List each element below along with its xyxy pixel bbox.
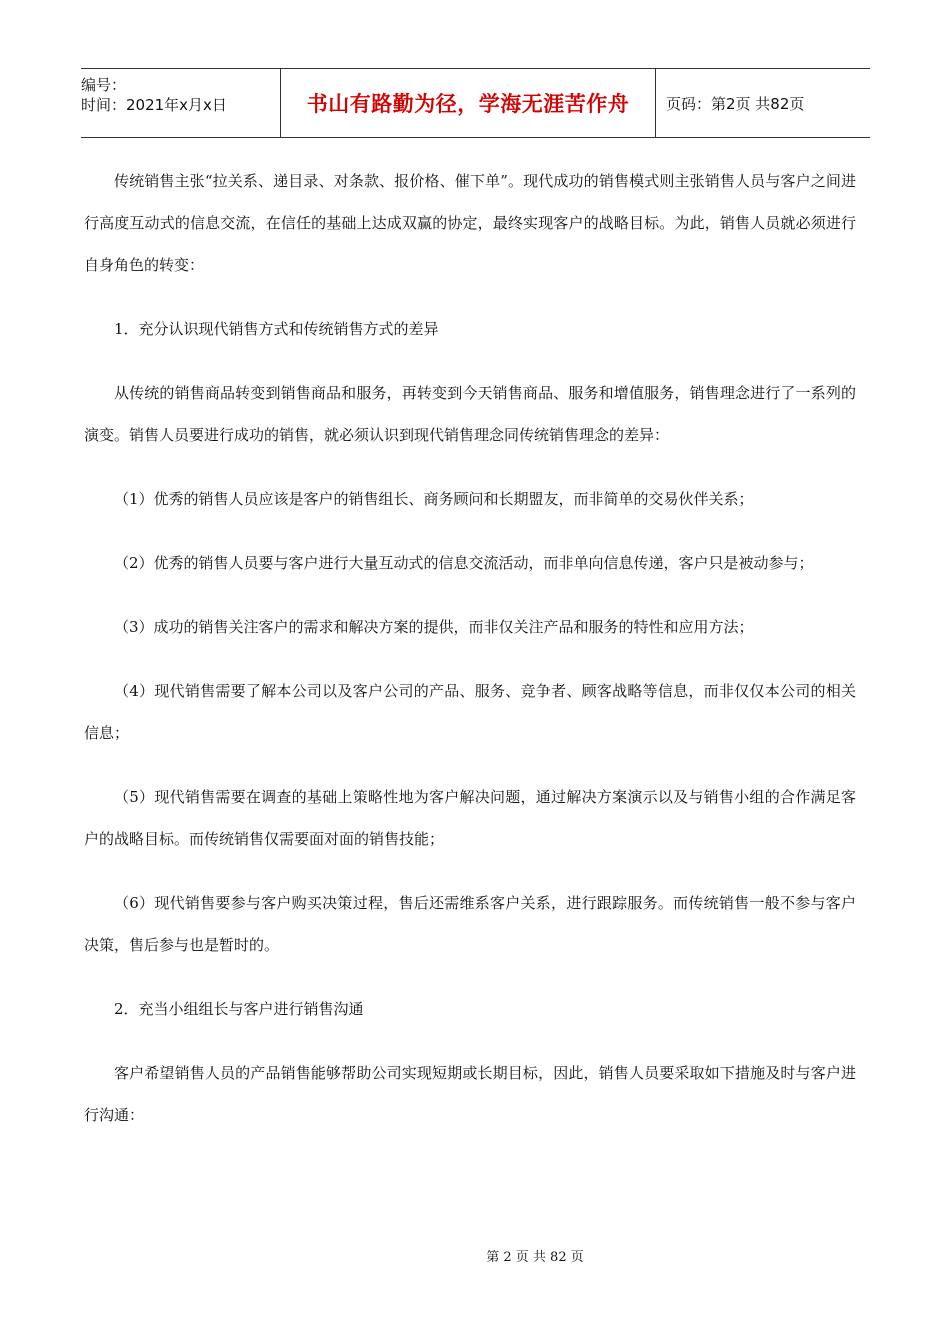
list-item-3: （3）成功的销售关注客户的需求和解决方案的提供，而非仅关注产品和服务的特性和应用方法； (114, 618, 754, 636)
header-page-info: 页码：第2页 共82页 (666, 94, 805, 113)
document-body (84, 160, 856, 1158)
page-header (81, 68, 870, 138)
list-item-1: （1）优秀的销售人员应该是客户的销售组长、商务顾问和长期盟友，而非简单的交易伙伴关系； (114, 490, 754, 508)
paragraph: 从传统的销售商品转变到销售商品和服务，再转变到今天销售商品、服务和增值服务，销售理念进行了一系列的演变。销售人员要进行成功的销售，就必须认识到现代销售理念同传统销售理念的差异： (84, 384, 856, 444)
section-heading-2: 2．充当小组组长与客户进行销售沟通 (114, 1000, 364, 1018)
paragraph: 客户希望销售人员的产品销售能够帮助公司实现短期或长期目标，因此，销售人员要采取如下措施及时与客户进行沟通： (84, 1064, 856, 1124)
section-heading-1: 1．充分认识现代销售方式和传统销售方式的差异 (114, 320, 439, 338)
paragraph-intro: 传统销售主张“拉关系、递目录、对条款、报价格、催下单”。现代成功的销售模式则主张销售人员与客户之间进行高度互动式的信息交流，在信任的基础上达成双赢的协定，最终实现客户的战略目标。为此，销售人员就必须进行自身角色的转变： (84, 172, 856, 274)
list-item-6: （6）现代销售要参与客户购买决策过程，售后还需维系客户关系，进行跟踪服务。而传统销售一般不参与客户决策，售后参与也是暂时的。 (84, 894, 856, 954)
header-meta (81, 69, 281, 137)
page-footer: 第 2 页 共 82 页 (486, 1250, 584, 1265)
header-motto: 书山有路勤为径，学海无涯苦作舟 (281, 69, 656, 137)
document-date: 时间：2021年x月x日 (81, 96, 227, 114)
document-number-label: 编号： (81, 76, 127, 94)
list-item-5: （5）现代销售需要在调查的基础上策略性地为客户解决问题，通过解决方案演示以及与销售小组的合作满足客户的战略目标。而传统销售仅需要面对面的销售技能； (84, 788, 856, 848)
list-item-2: （2）优秀的销售人员要与客户进行大量互动式的信息交流活动，而非单向信息传递，客户只是被动参与； (114, 554, 814, 572)
list-item-4: （4）现代销售需要了解本公司以及客户公司的产品、服务、竞争者、顾客战略等信息，而非仅仅本公司的相关信息； (84, 682, 856, 742)
